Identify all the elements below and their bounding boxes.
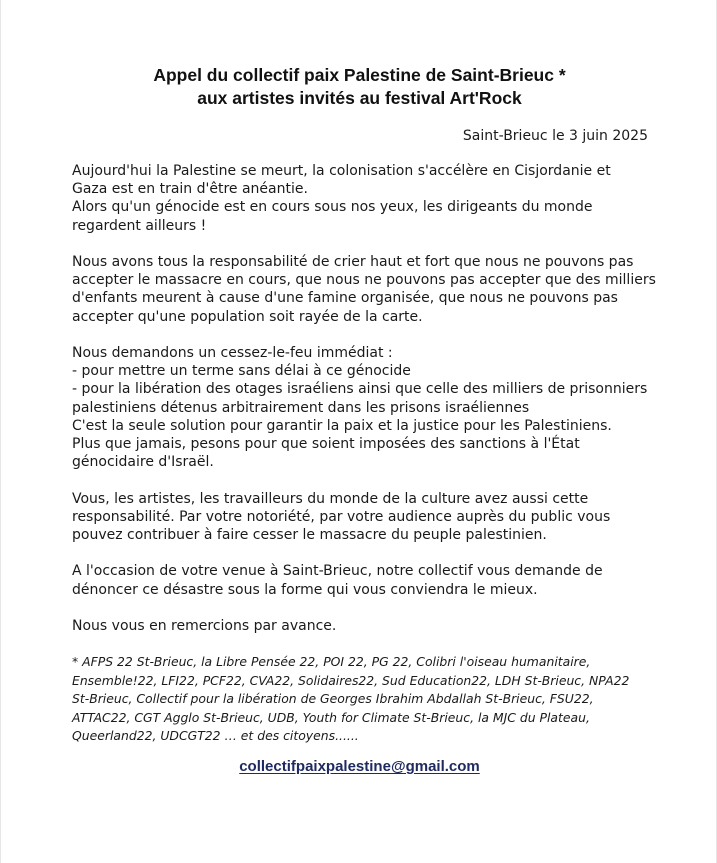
- text-line: Nous demandons un cessez-le-feu immédiat :: [72, 345, 393, 361]
- paragraph-responsibility: [72, 253, 672, 326]
- text-line: Aujourd'hui la Palestine se meurt, la colonisation s'accélère en Cisjordanie et: [72, 163, 611, 179]
- title-line: Appel du collectif paix Palestine de Saint-Brieuc *: [153, 65, 566, 85]
- signatories-line: Ensemble!22, LFI22, PCF22, CVA22, Solidaires22, Sud Education22, LDH St-Brieuc, NPA22: [72, 672, 630, 688]
- text-line: d'enfants meurent à cause d'une famine organisée, que nous ne pouvons pas: [72, 290, 618, 307]
- text-line: dénoncer ce désastre sous la forme qui vous conviendra le mieux.: [72, 581, 538, 598]
- text-line: palestiniens détenus arbitrairement dans les prisons israéliennes: [72, 399, 530, 416]
- signatories-line: St-Brieuc, Collectif pour la libération de Georges Ibrahim Abdallah St-Brieuc, FSU22,: [72, 691, 594, 707]
- text-line: - pour la libération des otages israéliens ainsi que celle des milliers de prisonniers: [72, 381, 648, 398]
- text-line: Gaza est en train d'être anéantie.: [72, 181, 308, 198]
- text-line: - pour mettre un terme sans délai à ce génocide: [72, 363, 411, 380]
- text-line: accepter qu'une population soit rayée de la carte.: [72, 308, 423, 325]
- paragraph-demands: [72, 344, 672, 471]
- paragraph-intro: [72, 162, 672, 235]
- text-line: génocidaire d'Israël.: [72, 454, 214, 471]
- page-title: [1, 64, 717, 110]
- text-line: responsabilité. Par votre notoriété, par votre audience auprès du public vous: [72, 508, 611, 525]
- text-line: Plus que jamais, pesons pour que soient imposées des sanctions à l'État: [72, 436, 580, 453]
- text-line: Nous vous en remercions par avance.: [72, 618, 337, 634]
- email-container: [1, 756, 717, 775]
- text-line: C'est la seule solution pour garantir la paix et la justice pour les Palestiniens.: [72, 417, 612, 434]
- text-line: Alors qu'un génocide est en cours sous nos yeux, les dirigeants du monde: [72, 199, 593, 216]
- text-line: regardent ailleurs !: [72, 217, 207, 234]
- contact-email-link[interactable]: collectifpaixpalestine@gmail.com: [239, 758, 480, 775]
- signatories-line: Queerland22, UDCGT22 … et des citoyens......: [72, 728, 359, 744]
- text-line: pouvez contribuer à faire cesser le massacre du peuple palestinien.: [72, 527, 547, 544]
- title-line: aux artistes invités au festival Art'Rock: [197, 88, 522, 108]
- signatories-line: ATTAC22, CGT Agglo St-Brieuc, UDB, Youth for Climate St-Brieuc, la MJC du Plateau,: [72, 709, 590, 725]
- paragraph-request: [72, 562, 672, 598]
- signatories-list: [72, 653, 672, 746]
- letter-date: Saint-Brieuc le 3 juin 2025: [462, 128, 648, 144]
- text-line: Vous, les artistes, les travailleurs du monde de la culture avez aussi cette: [72, 490, 589, 507]
- text-line: A l'occasion de votre venue à Saint-Brieuc, notre collectif vous demande de: [72, 563, 603, 580]
- paragraph-thanks: [72, 617, 672, 635]
- paragraph-artists: [72, 490, 672, 545]
- signatories-line: * AFPS 22 St-Brieuc, la Libre Pensée 22, POI 22, PG 22, Colibri l'oiseau humanitaire,: [72, 654, 591, 670]
- text-line: Nous avons tous la responsabilité de crier haut et fort que nous ne pouvons pas: [72, 254, 634, 270]
- text-line: accepter le massacre en cours, que nous ne pouvons pas accepter que des milliers: [72, 272, 656, 289]
- letter-body: [72, 162, 672, 746]
